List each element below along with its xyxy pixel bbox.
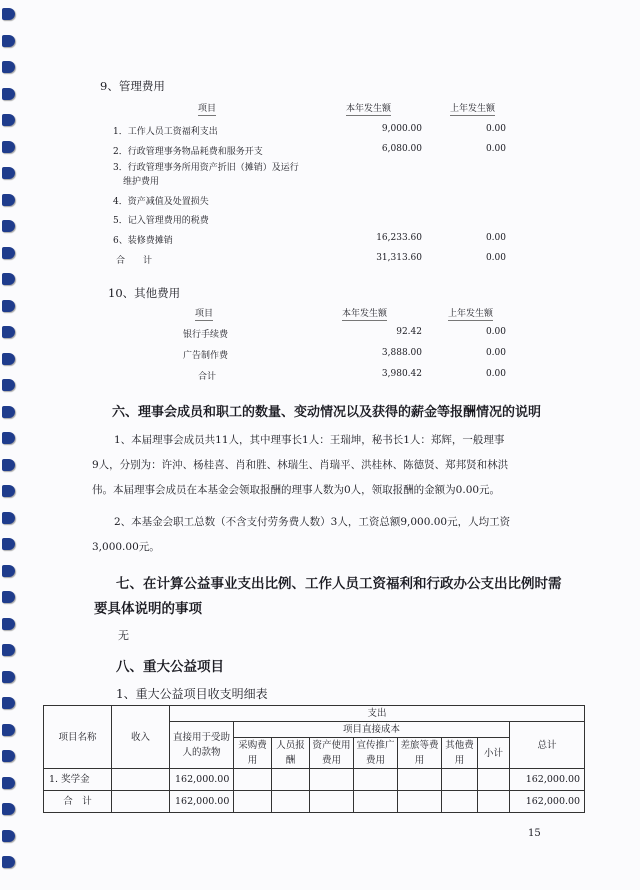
- cell-empty: [478, 769, 510, 791]
- col-header-income: 收入: [112, 706, 170, 769]
- sec9-row-label: 4．资产减值及处置损失: [113, 197, 209, 207]
- cell-empty: [398, 769, 442, 791]
- binding-ring: [2, 803, 15, 815]
- sec9-row-previous: 0.00: [485, 233, 506, 243]
- section-10-title: 10、其他费用: [108, 286, 181, 300]
- section-7-body: 无: [118, 629, 129, 642]
- binding-ring: [2, 591, 15, 603]
- cell-empty: [354, 769, 398, 791]
- sec10-total-current: 3,980.42: [381, 369, 422, 379]
- sec9-row-label: 6、装修费摊销: [113, 236, 173, 246]
- sec10-row-current: 3,888.00: [381, 348, 422, 358]
- sec10-header-previous: 上年发生额: [448, 306, 493, 321]
- section-6-para-2: [92, 510, 538, 560]
- section-6-heading: 六、理事会成员和职工的数量、变动情况以及获得的薪金等报酬情况的说明: [112, 405, 542, 420]
- binding-ring: [2, 459, 15, 471]
- cell-project-name: 1. 奖学金: [44, 769, 112, 791]
- binding-ring: [2, 326, 15, 338]
- sec9-row-label: 5．记入管理费用的税费: [113, 216, 209, 226]
- binding-ring: [2, 432, 15, 444]
- col-header-direct-aid: 直接用于受助人的款物: [170, 722, 234, 769]
- binding-ring: [2, 777, 15, 789]
- cell-empty: [310, 791, 354, 813]
- binding-ring: [2, 194, 15, 206]
- section-8-subtitle: 1、重大公益项目收支明细表: [116, 687, 268, 701]
- binding-ring: [2, 141, 15, 153]
- sec9-row-previous: 0.00: [485, 124, 506, 134]
- col-header-promotion: 宣传推广费用: [354, 738, 398, 769]
- sec9-row-label: 2．行政管理事务物品耗费和服务开支: [113, 147, 263, 157]
- binding-ring: [2, 830, 15, 842]
- binding-ring: [2, 485, 15, 497]
- cell-empty: [272, 791, 310, 813]
- cell-empty: [442, 791, 478, 813]
- sec9-header-current: 本年发生额: [346, 101, 391, 116]
- binding-ring: [2, 856, 15, 868]
- table-row: [44, 791, 585, 813]
- cell-project-name: 合 计: [44, 791, 112, 813]
- sec10-total-previous: 0.00: [485, 369, 506, 379]
- binding-ring: [2, 273, 15, 285]
- sec10-row-current: 92.42: [396, 327, 422, 337]
- binding-ring: [2, 8, 15, 20]
- binding-ring: [2, 644, 15, 656]
- cell-empty: [272, 769, 310, 791]
- sec10-total-label: 合计: [198, 372, 217, 382]
- section-7-heading-line2: 要具体说明的事项: [94, 601, 202, 617]
- binding-ring: [2, 618, 15, 630]
- binding-ring: [2, 406, 15, 418]
- binding-ring: [2, 88, 15, 100]
- section-9-title: 9、管理费用: [100, 79, 165, 93]
- section-7-heading-line1: 七、在计算公益事业支出比例、工作人员工资福利和行政办公支出比例时需: [116, 576, 562, 592]
- col-header-other: 其他费用: [442, 738, 478, 769]
- binding-ring: [2, 538, 15, 550]
- cell-empty: [354, 791, 398, 813]
- cell-direct-aid: 162,000.00: [170, 769, 234, 791]
- cell-empty: [398, 791, 442, 813]
- para-line: 9人，分别为：许沖、杨桂喜、肖和胜、林瑞生、肖瑞平、洪桂林、陈德贤、郑邦贤和林洪: [92, 459, 509, 471]
- cell-direct-aid: 162,000.00: [170, 791, 234, 813]
- binding-ring: [2, 724, 15, 736]
- binding-ring: [2, 512, 15, 524]
- binding-ring: [2, 114, 15, 126]
- spiral-binding: [0, 0, 18, 890]
- binding-ring: [2, 697, 15, 709]
- major-project-table: [43, 705, 585, 813]
- para-line: 伟。本届理事会成员在本基金会领取报酬的理事人数为0人，领取报酬的金额为0.00元。: [92, 484, 501, 496]
- section-8-heading: 八、重大公益项目: [116, 659, 224, 675]
- binding-ring: [2, 565, 15, 577]
- sec9-row-previous: 0.00: [485, 144, 506, 154]
- cell-empty: [442, 769, 478, 791]
- sec10-row-previous: 0.00: [485, 327, 506, 337]
- sec9-total-previous: 0.00: [485, 253, 506, 263]
- col-header-asset-use: 资产使用费用: [310, 738, 354, 769]
- sec9-row-current: 6,080.00: [381, 144, 422, 154]
- sec10-header-current: 本年发生额: [342, 306, 387, 321]
- binding-ring: [2, 35, 15, 47]
- binding-ring: [2, 247, 15, 259]
- sec9-total-label: 合 计: [116, 256, 153, 266]
- table-row: [44, 769, 585, 791]
- cell-empty: [234, 791, 272, 813]
- para-line: 1、本届理事会成员共11人，其中理事长1人：王瑞坤，秘书长1人：郑辉，一般理事: [114, 434, 505, 446]
- sec10-row-label: 银行手续费: [183, 330, 229, 340]
- col-header-travel: 差旅等费用: [398, 738, 442, 769]
- sec9-row-label-cont: 维护费用: [123, 177, 160, 187]
- cell-income: [112, 791, 170, 813]
- sec9-total-current: 31,313.60: [376, 253, 422, 263]
- binding-ring: [2, 671, 15, 683]
- cell-total: 162,000.00: [510, 769, 585, 791]
- sec10-row-previous: 0.00: [485, 348, 506, 358]
- sec9-row-label: 1．工作人员工资福利支出: [113, 127, 218, 137]
- sec9-row-label: 3．行政管理事务所用资产折旧（摊销）及运行: [113, 163, 299, 173]
- binding-ring: [2, 167, 15, 179]
- cell-empty: [310, 769, 354, 791]
- cell-empty: [478, 791, 510, 813]
- para-line: 3,000.00元。: [92, 541, 160, 553]
- cell-empty: [234, 769, 272, 791]
- col-header-name: 项目名称: [44, 706, 112, 769]
- sec9-header-previous: 上年发生额: [450, 101, 495, 116]
- sec9-row-current: 16,233.60: [376, 233, 422, 243]
- binding-ring: [2, 300, 15, 312]
- sec10-row-label: 广告制作费: [183, 351, 229, 361]
- col-header-subtotal: 小计: [478, 738, 510, 769]
- cell-income: [112, 769, 170, 791]
- para-line: 2、本基金会职工总数（不含支付劳务费人数）3人，工资总额9,000.00元，人均工资: [114, 516, 511, 528]
- sec9-row-current: 9,000.00: [381, 124, 422, 134]
- binding-ring: [2, 379, 15, 391]
- sec9-header-item: 项目: [198, 101, 216, 116]
- col-header-direct-cost: 项目直接成本: [234, 722, 510, 738]
- col-header-procurement: 采购费用: [234, 738, 272, 769]
- sec10-header-item: 项目: [195, 306, 213, 321]
- binding-ring: [2, 353, 15, 365]
- binding-ring: [2, 61, 15, 73]
- col-header-total: 总计: [510, 722, 585, 769]
- page-number: 15: [528, 828, 541, 839]
- cell-total: 162,000.00: [510, 791, 585, 813]
- binding-ring: [2, 220, 15, 232]
- section-6-para-1: [92, 428, 538, 503]
- col-header-expense: 支出: [170, 706, 585, 722]
- col-header-personnel: 人员报酬: [272, 738, 310, 769]
- binding-ring: [2, 750, 15, 762]
